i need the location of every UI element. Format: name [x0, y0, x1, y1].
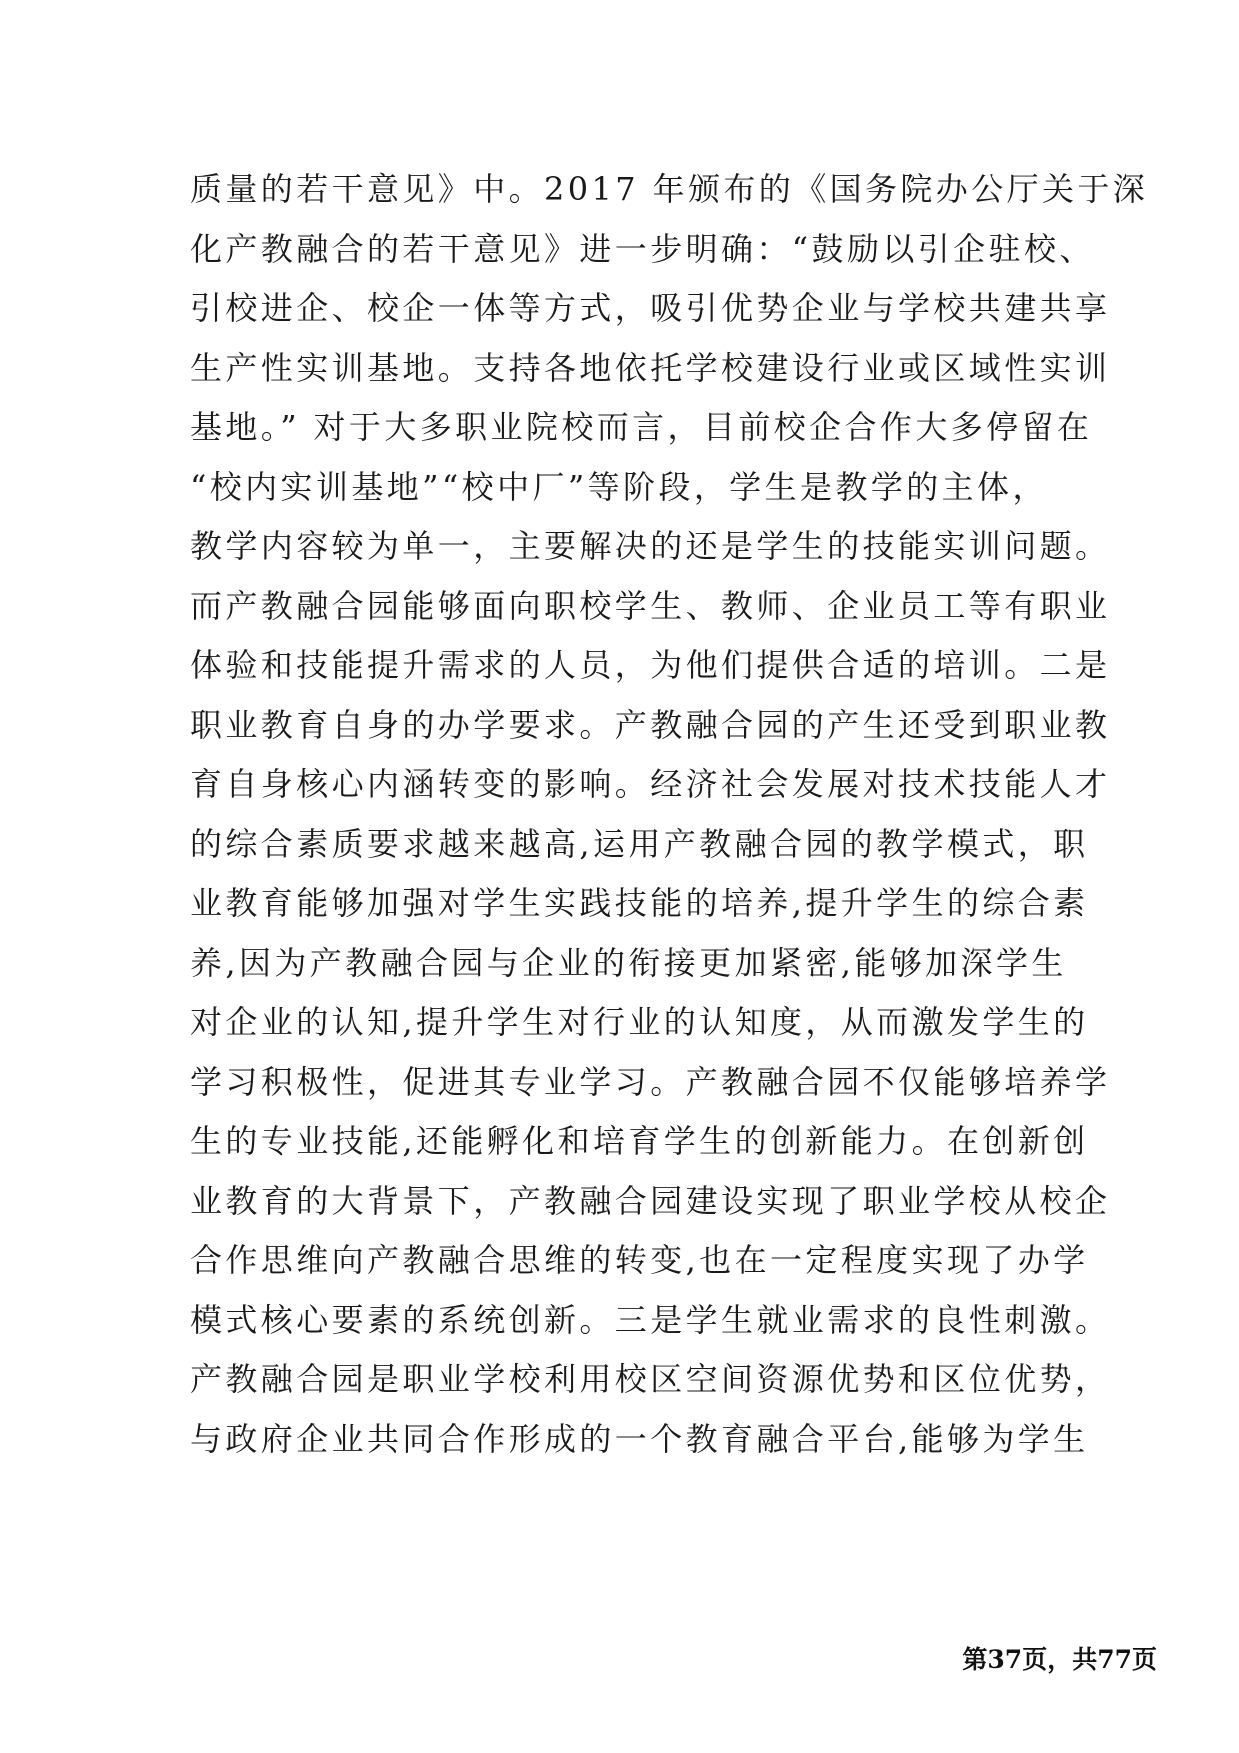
text-line: “校内实训基地”“校中厂”等阶段，学生是教学的主体，	[190, 467, 1048, 506]
text-line: 合作思维向产教融合思维的转变,也在一定程度实现了办学	[190, 1241, 1089, 1279]
text-line: 模式核心要素的系统创新。三是学生就业需求的良性刺激。	[190, 1300, 1111, 1339]
text-line: 生产性实训基地。支持各地依托学校建设行业或区域性实训	[190, 348, 1111, 387]
text-line: 与政府企业共同合作形成的一个教育融合平台,能够为学生	[190, 1419, 1089, 1458]
text-line: 而产教融合园能够面向职校学生、教师、企业员工等有职业	[190, 586, 1111, 625]
text-line: 的综合素质要求越来越高,运用产教融合园的教学模式，职	[190, 824, 1089, 863]
text-line: 基地。” 对于大多职业院校而言，目前校企合作大多停留在	[190, 408, 1093, 446]
text-line: 体验和技能提升需求的人员，为他们提供合适的培训。二是	[190, 646, 1111, 684]
text-line: 引校进企、校企一体等方式，吸引优势企业与学校共建共享	[190, 289, 1111, 327]
text-line: 业教育的大背景下，产教融合园建设实现了职业学校从校企	[190, 1181, 1111, 1220]
text-line: 业教育能够加强对学生实践技能的培养,提升学生的综合素	[190, 884, 1089, 922]
page-number-footer: 第37页，共77页	[962, 1645, 1157, 1674]
text-line: 对企业的认知,提升学生对行业的认知度，从而激发学生的	[190, 1003, 1089, 1041]
text-line: 育自身核心内涵转变的影响。经济社会发展对技术技能人才	[190, 765, 1111, 803]
body-text	[190, 160, 1149, 1469]
text-line: 化产教融合的若干意见》进一步明确：“鼓励以引企驻校、	[190, 229, 1095, 268]
text-line: 教学内容较为单一，主要解决的还是学生的技能实训问题。	[190, 527, 1111, 565]
text-line: 学习积极性，促进其专业学习。产教融合园不仅能够培养学	[190, 1062, 1111, 1101]
text-line: 产教融合园是职业学校利用校区空间资源优势和区位优势，	[190, 1360, 1111, 1398]
text-line: 养,因为产教融合园与企业的衔接更加紧密,能够加深学生	[190, 943, 1067, 982]
text-line: 职业教育自身的办学要求。产教融合园的产生还受到职业教	[190, 705, 1111, 744]
text-line: 质量的若干意见》中。2017 年颁布的《国务院办公厅关于深	[190, 170, 1149, 208]
text-line: 生的专业技能,还能孵化和培育学生的创新能力。在创新创	[190, 1122, 1089, 1160]
